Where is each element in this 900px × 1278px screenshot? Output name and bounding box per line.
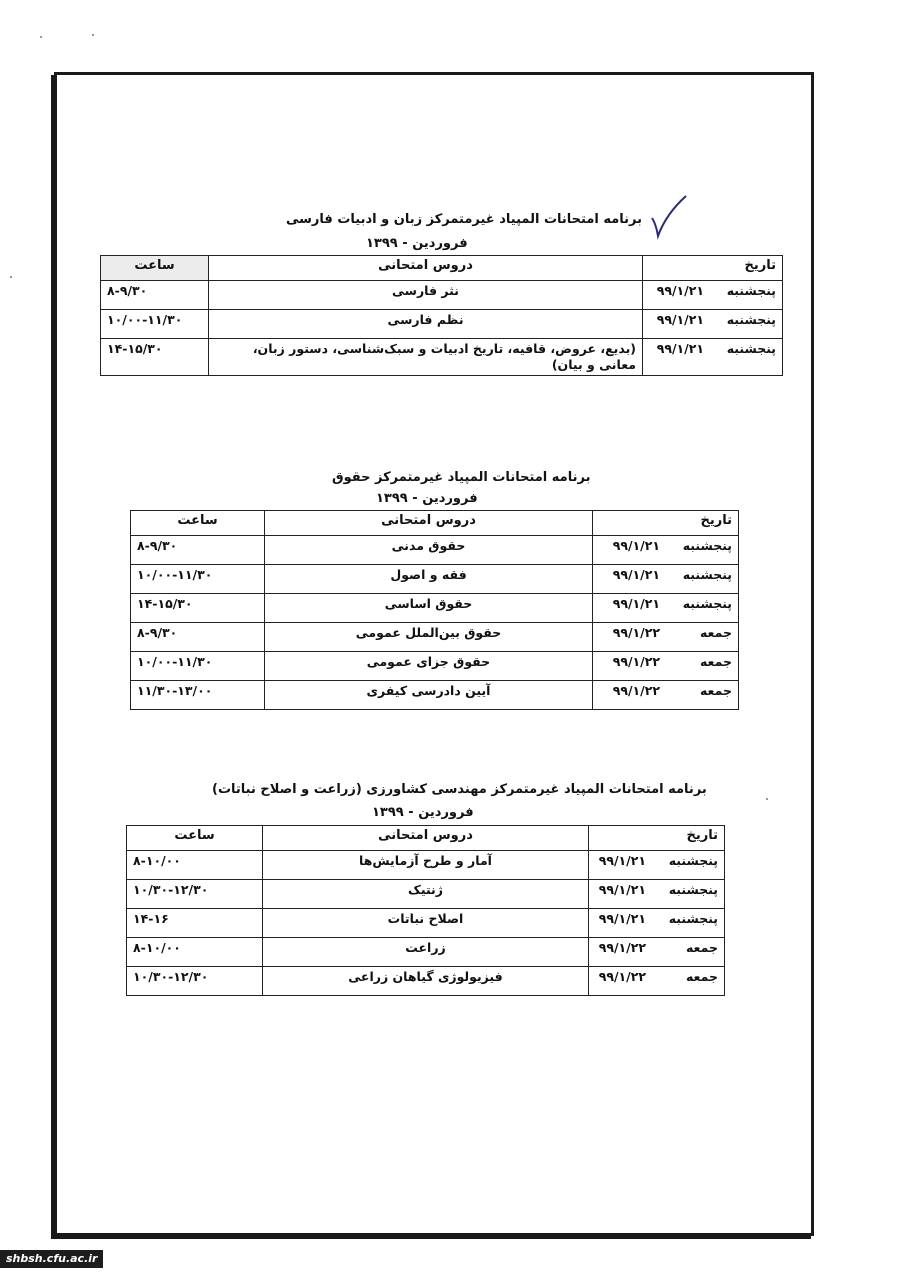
date-value: ۹۹/۱/۲۱ — [656, 312, 704, 327]
date-value: ۹۹/۱/۲۲ — [612, 654, 660, 669]
hour-cell: ۸-۱۰/۰۰ — [127, 851, 263, 880]
date-cell — [643, 339, 783, 376]
header-course: دروس امتحانی — [263, 826, 589, 851]
course-cell: زراعت — [263, 938, 589, 967]
table-row — [127, 938, 725, 967]
table-row — [127, 909, 725, 938]
header-hour: ساعت — [101, 256, 209, 281]
hour-cell: ۱۴-۱۶ — [127, 909, 263, 938]
hour-cell: ۱۰/۰۰-۱۱/۳۰ — [131, 652, 265, 681]
date-value: ۹۹/۱/۲۱ — [598, 882, 646, 897]
course-cell: آیین دادرسی کیفری — [265, 681, 593, 710]
course-cell: فقه و اصول — [265, 565, 593, 594]
header-course: دروس امتحانی — [265, 511, 593, 536]
header-date: تاریخ — [593, 511, 739, 536]
day-label: پنجشنبه — [682, 596, 732, 611]
hour-cell: ۱۴-۱۵/۳۰ — [101, 339, 209, 376]
course-cell: (بدیع، عروض، قافیه، تاریخ ادبیات و سبک‌شناسی، دستور زبان، معانی و بیان) — [209, 339, 643, 376]
table-header-row — [127, 826, 725, 851]
header-hour: ساعت — [127, 826, 263, 851]
date-cell — [643, 281, 783, 310]
hour-cell: ۸-۱۰/۰۰ — [127, 938, 263, 967]
section-subtitle: فروردین - ۱۳۹۹ — [366, 236, 468, 251]
date-cell — [593, 681, 739, 710]
table-row — [131, 594, 739, 623]
course-cell: ژنتیک — [263, 880, 589, 909]
day-label: جمعه — [699, 625, 732, 640]
course-cell: آمار و طرح آزمایش‌ها — [263, 851, 589, 880]
day-label: پنجشنبه — [726, 283, 776, 298]
date-cell — [589, 909, 725, 938]
date-cell — [589, 880, 725, 909]
date-cell — [643, 310, 783, 339]
course-cell: نثر فارسی — [209, 281, 643, 310]
table-row — [127, 880, 725, 909]
section-title: برنامه امتحانات المپیاد غیرمتمرکز زبان و ادبیات فارسی — [286, 212, 643, 227]
table-header-row — [101, 256, 783, 281]
date-value: ۹۹/۱/۲۱ — [612, 596, 660, 611]
header-date: تاریخ — [589, 826, 725, 851]
day-label: پنجشنبه — [682, 567, 732, 582]
date-value: ۹۹/۱/۲۲ — [612, 683, 660, 698]
date-cell — [589, 967, 725, 996]
date-cell — [593, 652, 739, 681]
hour-cell: ۱۰/۰۰-۱۱/۳۰ — [101, 310, 209, 339]
exam-table — [130, 510, 739, 710]
site-watermark: shbsh.cfu.ac.ir — [0, 1250, 103, 1268]
scan-speck — [10, 276, 12, 278]
date-cell — [593, 594, 739, 623]
date-value: ۹۹/۱/۲۱ — [656, 341, 704, 356]
course-cell: حقوق جزای عمومی — [265, 652, 593, 681]
table-row — [131, 536, 739, 565]
section-subtitle: فروردین - ۱۳۹۹ — [376, 491, 478, 506]
table-row — [101, 339, 783, 376]
course-cell: حقوق اساسی — [265, 594, 593, 623]
exam-table — [100, 255, 783, 376]
table-row — [101, 281, 783, 310]
header-date: تاریخ — [643, 256, 783, 281]
scan-speck — [92, 34, 94, 36]
hour-cell: ۸-۹/۳۰ — [101, 281, 209, 310]
day-label: پنجشنبه — [668, 911, 718, 926]
date-value: ۹۹/۱/۲۲ — [612, 625, 660, 640]
hour-cell: ۱۰/۳۰-۱۲/۳۰ — [127, 880, 263, 909]
date-value: ۹۹/۱/۲۱ — [598, 853, 646, 868]
hour-cell: ۱۰/۰۰-۱۱/۳۰ — [131, 565, 265, 594]
course-cell: حقوق بین‌الملل عمومی — [265, 623, 593, 652]
date-value: ۹۹/۱/۲۱ — [598, 911, 646, 926]
date-value: ۹۹/۱/۲۱ — [656, 283, 704, 298]
table-row — [101, 310, 783, 339]
day-label: جمعه — [685, 969, 718, 984]
hour-cell: ۱۴-۱۵/۳۰ — [131, 594, 265, 623]
date-value: ۹۹/۱/۲۲ — [598, 969, 646, 984]
date-cell — [589, 938, 725, 967]
course-cell: نظم فارسی — [209, 310, 643, 339]
date-cell — [589, 851, 725, 880]
course-cell: فیزیولوژی گیاهان زراعی — [263, 967, 589, 996]
header-course: دروس امتحانی — [209, 256, 643, 281]
date-value: ۹۹/۱/۲۲ — [598, 940, 646, 955]
hour-cell: ۱۰/۳۰-۱۲/۳۰ — [127, 967, 263, 996]
section-subtitle: فروردین - ۱۳۹۹ — [372, 805, 474, 820]
table-row — [127, 967, 725, 996]
day-label: پنجشنبه — [668, 882, 718, 897]
table-row — [131, 623, 739, 652]
table-row — [131, 681, 739, 710]
hour-cell: ۱۱/۳۰-۱۳/۰۰ — [131, 681, 265, 710]
date-cell — [593, 536, 739, 565]
scan-speck — [766, 798, 768, 800]
date-cell — [593, 623, 739, 652]
scan-speck — [40, 36, 42, 38]
table-row — [131, 652, 739, 681]
course-cell: حقوق مدنی — [265, 536, 593, 565]
hour-cell: ۸-۹/۳۰ — [131, 536, 265, 565]
exam-table — [126, 825, 725, 996]
date-cell — [593, 565, 739, 594]
day-label: پنجشنبه — [682, 538, 732, 553]
section-title: برنامه امتحانات المپیاد غیرمتمرکز حقوق — [332, 470, 591, 485]
day-label: پنجشنبه — [726, 341, 776, 356]
date-value: ۹۹/۱/۲۱ — [612, 567, 660, 582]
hour-cell: ۸-۹/۳۰ — [131, 623, 265, 652]
day-label: جمعه — [699, 683, 732, 698]
checkmark-icon — [648, 192, 688, 240]
day-label: پنجشنبه — [668, 853, 718, 868]
day-label: جمعه — [699, 654, 732, 669]
table-header-row — [131, 511, 739, 536]
date-value: ۹۹/۱/۲۱ — [612, 538, 660, 553]
table-row — [131, 565, 739, 594]
day-label: جمعه — [685, 940, 718, 955]
header-hour: ساعت — [131, 511, 265, 536]
day-label: پنجشنبه — [726, 312, 776, 327]
table-row — [127, 851, 725, 880]
course-cell: اصلاح نباتات — [263, 909, 589, 938]
section-title: برنامه امتحانات المپیاد غیرمتمرکز مهندسی کشاورزی (زراعت و اصلاح نباتات) — [212, 782, 707, 797]
